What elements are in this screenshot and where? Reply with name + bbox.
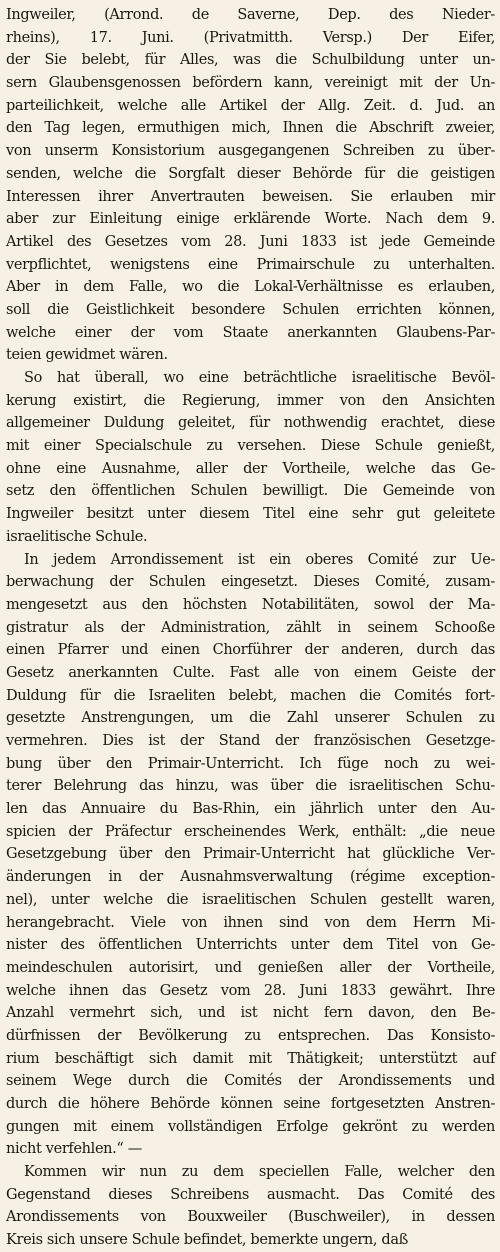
article-body (6, 4, 495, 1252)
text-line: Interessen ihrer Anvertrauten beweisen. Sie erlauben mir (6, 188, 495, 205)
text-line: kerung existirt, die Regierung, immer von den Ansichten (6, 392, 495, 409)
text-line: dürfnissen der Bevölkerung zu entsprechen. Das Konsisto- (6, 1027, 495, 1044)
text-line: gesetzte Anstrengungen, um die Zahl unserer Schulen zu (6, 710, 495, 727)
text-line: herangebracht. Viele von ihnen sind von dem Herrn Mi- (6, 914, 495, 931)
text-line: mengesetzt aus den höchsten Notabilitäten, sowol der Ma- (6, 596, 495, 613)
text-line: mit einer Specialschule zu versehen. Diese Schule genießt, (6, 438, 495, 455)
text-line: sern Glaubensgenossen befördern kann, vereinigt mit der Un- (6, 75, 495, 92)
text-line: meindeschulen autorisirt, und genießen aller der Vortheile, (6, 959, 495, 976)
text-line: ohne eine Ausnahme, aller der Vortheile, welche das Ge- (6, 460, 495, 477)
text-line: durch die höhere Behörde können seine fortgesetzten Anstren- (6, 1096, 495, 1112)
text-line: parteilichkeit, welche alle Artikel der Allg. Zeit. d. Jud. an (6, 97, 495, 114)
text-line: terer Belehrung das hinzu, was über die israelitischen Schu- (6, 778, 495, 795)
text-line: spicien der Präfectur erscheinendes Werk, enthält: „die neue (6, 823, 495, 840)
text-line: welche einer der vom Staate anerkannten Glaubens-Par- (6, 324, 495, 341)
text-line: Arondissements von Bouxweiler (Buschweiler), in dessen (6, 1209, 495, 1226)
text-line: einen Pfarrer und einen Chorführer der anderen, durch das (6, 642, 495, 659)
text-line: In jedem Arrondissement ist ein oberes Comité zur Ue- (24, 551, 495, 568)
paragraph (6, 367, 495, 549)
text-line: gistratur als der Administration, zählt in seinem Schooße (6, 619, 495, 636)
text-line: Gesetz anerkannten Culte. Fast alle von einem Geiste der (6, 664, 495, 681)
text-line: Artikel des Gesetzes vom 28. Juni 1833 ist jede Gemeinde (6, 233, 495, 250)
text-line: allgemeiner Duldung geleitet, für nothwendig erachtet, diese (6, 415, 495, 432)
text-line: den Tag legen, ermuthigen mich, Ihnen die Abschrift zweier, (6, 120, 495, 137)
text-line: senden, welche die Sorgfalt dieser Behörde für die geistigen (6, 165, 495, 182)
text-line: von unserm Konsistorium ausgegangenen Schreiben zu über- (6, 143, 495, 160)
text-line: nister des öffentlichen Unterrichts unter dem Titel von Ge- (6, 937, 495, 954)
text-line: Ingweiler, (Arrond. de Saverne, Dep. des Nieder- (6, 7, 495, 23)
text-line: berwachung der Schulen eingesetzt. Dieses Comité, zusam- (6, 574, 495, 591)
text-line: Kreis sich unsere Schule befindet, bemerkte ungern, daß (6, 1232, 408, 1249)
text-line: rium beschäftigt sich damit mit Thätigkeit; unterstützt auf (6, 1050, 495, 1067)
text-line: aber zur Einleitung einige erklärende Worte. Nach dem 9. (6, 211, 495, 228)
text-line: nicht verfehlen.“ — (6, 1141, 142, 1158)
paragraph (6, 1161, 495, 1252)
text-line: bung über den Primair-Unterricht. Ich füge noch zu wei- (6, 755, 495, 772)
text-line: Duldung für die Israeliten belebt, machen die Comités fort- (6, 687, 495, 704)
text-line: verpflichtet, wenigstens eine Primairschule zu unterhalten. (6, 256, 495, 273)
text-line: israelitische Schule. (6, 528, 148, 545)
text-line: gungen mit einem vollständigen Erfolge gekrönt zu werden (6, 1118, 495, 1135)
text-line: Aber in dem Falle, wo die Lokal-Verhältnisse es erlauben, (6, 279, 495, 296)
text-line: Kommen wir nun zu dem speciellen Falle, welcher den (24, 1164, 495, 1181)
text-line: teien gewidmet wären. (6, 347, 168, 364)
text-line: seinem Wege durch die Comités der Arondissements und (6, 1073, 495, 1090)
text-line: Gegenstand dieses Schreibens ausmacht. Das Comité des (6, 1186, 495, 1203)
text-line: Gesetzgebung über den Primair-Unterricht hat glückliche Ver- (6, 846, 495, 863)
text-line: Anzahl vermehrt sich, und ist nicht fern davon, den Be- (6, 1005, 495, 1022)
text-line: der Sie belebt, für Alles, was die Schulbildung unter un- (6, 52, 495, 69)
text-line: änderungen in der Ausnahmsverwaltung (régime exception- (6, 869, 495, 886)
text-line: nel), unter welche die israelitischen Schulen gestellt waren, (6, 891, 495, 908)
text-line: len das Annuaire du Bas-Rhin, ein jährlich unter den Au- (6, 801, 495, 818)
text-line: setz den öffentlichen Schulen bewilligt. Die Gemeinde von (6, 483, 495, 500)
paragraph (6, 549, 495, 1162)
text-line: soll die Geistlichkeit besondere Schulen errichten können, (6, 301, 495, 318)
text-line: rheins), 17. Juni. (Privatmitth. Versp.) Der Eifer, (6, 29, 495, 46)
text-line: vermehren. Dies ist der Stand der französischen Gesetzge- (6, 733, 495, 749)
text-line: welche ihnen das Gesetz vom 28. Juni 1833 gewährt. Ihre (6, 982, 495, 999)
text-line: Ingweiler besitzt unter diesem Titel eine sehr gut geleitete (6, 506, 495, 523)
paragraph (6, 4, 495, 367)
text-line: So hat überall, wo eine beträchtliche israelitische Bevöl- (24, 370, 495, 386)
